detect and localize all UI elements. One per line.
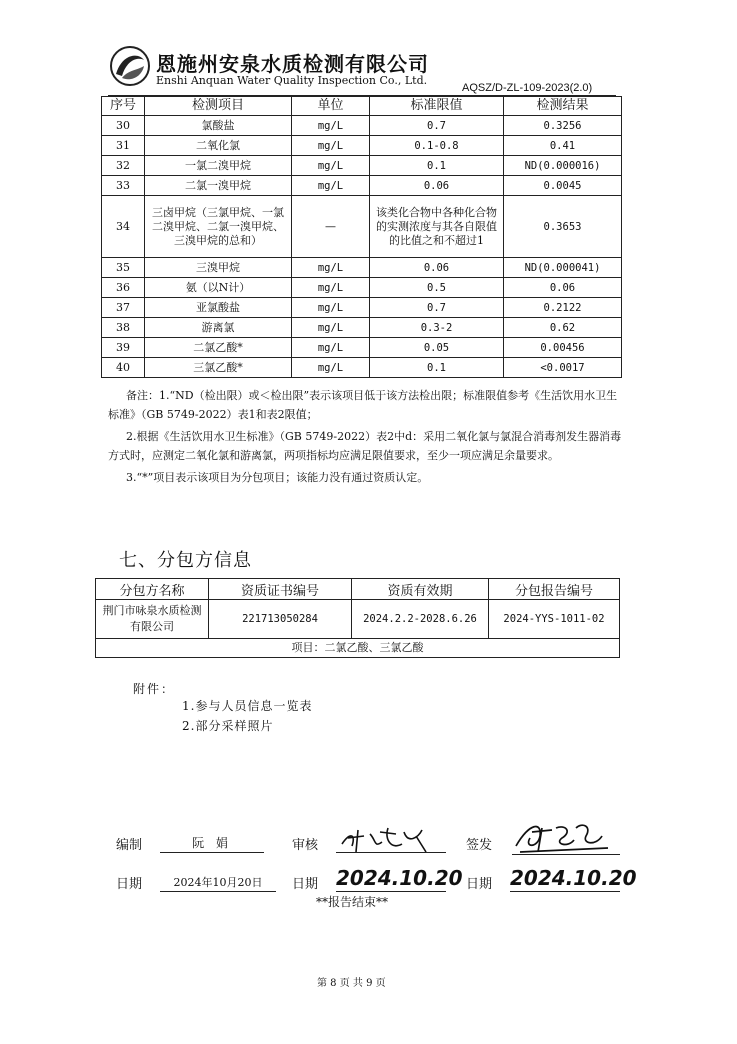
cell-no: 38 [102, 318, 145, 338]
cell-item: 亚氯酸盐 [145, 298, 292, 318]
cell-no: 35 [102, 258, 145, 278]
cell-result: 0.3256 [504, 116, 622, 136]
compile-date: 2024年10月20日 [173, 876, 263, 889]
subcontract-section-title: 七、分包方信息 [119, 550, 252, 571]
cell-item: 氨（以N计） [145, 278, 292, 298]
subcontract-header-row [96, 579, 620, 600]
cell-limit: 0.1 [370, 156, 504, 176]
table-row [102, 136, 622, 156]
sub-name: 荆门市咏泉水质检测有限公司 [96, 600, 209, 639]
attachment-item: 1.参与人员信息一览表 [182, 699, 313, 713]
cell-item: 二氯一溴甲烷 [145, 176, 292, 196]
table-row [102, 338, 622, 358]
table-row [102, 156, 622, 176]
header-item: 检测项目 [145, 97, 292, 116]
review-label: 审核 [292, 838, 319, 853]
report-end: **报告结束** [316, 895, 389, 909]
cell-unit: mg/L [292, 318, 370, 338]
cell-unit: mg/L [292, 278, 370, 298]
sub-items: 项目：二氯乙酸、三氯乙酸 [96, 639, 620, 658]
cell-no: 32 [102, 156, 145, 176]
header-validity: 资质有效期 [352, 579, 489, 600]
cell-unit: mg/L [292, 156, 370, 176]
cell-item: 一氯二溴甲烷 [145, 156, 292, 176]
header-no: 序号 [102, 97, 145, 116]
cell-limit: 该类化合物中各种化合物的实测浓度与其各自限值的比值之和不超过1 [370, 196, 504, 258]
header-limit: 标准限值 [370, 97, 504, 116]
cell-item: 三氯乙酸* [145, 358, 292, 378]
page-number: 第 8 页 共 9 页 [317, 978, 386, 989]
remark-2: 2.根据《生活饮用水卫生标准》（GB 5749-2022）表2中d：采用二氧化氯与氯混合消毒剂发生器消毒方式时，应测定二氧化氯和游离氯，两项指标均应满足限值要求，至少一项应满足余量要求。 [108, 430, 622, 462]
cell-result: ND(0.000016) [504, 156, 622, 176]
remarks [108, 386, 624, 487]
cell-result: ND(0.000041) [504, 258, 622, 278]
cell-unit: mg/L [292, 136, 370, 156]
sub-validity: 2024.2.2-2028.6.26 [352, 600, 489, 639]
header-cert-no: 资质证书编号 [209, 579, 352, 600]
cell-result: 0.00456 [504, 338, 622, 358]
document-code: AQSZ/D-ZL-109-2023(2.0) [462, 82, 593, 94]
cell-limit: 0.5 [370, 278, 504, 298]
cell-item: 游离氯 [145, 318, 292, 338]
attachments-title: 附件： [133, 682, 176, 696]
issue-name-line [512, 854, 620, 855]
cell-unit: mg/L [292, 298, 370, 318]
cell-result: <0.0017 [504, 358, 622, 378]
table-row [96, 639, 620, 658]
cell-item: 三溴甲烷 [145, 258, 292, 278]
compile-label: 编制 [116, 838, 143, 853]
cell-limit: 0.06 [370, 258, 504, 278]
review-date-label: 日期 [292, 877, 319, 892]
compile-name: 阮 娟 [192, 836, 232, 850]
table-row [102, 298, 622, 318]
cell-no: 31 [102, 136, 145, 156]
table-row [96, 600, 620, 639]
issue-date-label: 日期 [466, 877, 493, 892]
company-logo-icon [108, 44, 152, 88]
issue-date: 2024.10.20 [510, 866, 637, 890]
cell-no: 33 [102, 176, 145, 196]
company-name-cn: 恩施州安泉水质检测有限公司 [156, 52, 429, 76]
table-row [102, 358, 622, 378]
cell-limit: 0.06 [370, 176, 504, 196]
cell-unit: mg/L [292, 258, 370, 278]
cell-result: 0.2122 [504, 298, 622, 318]
table-row [102, 196, 622, 258]
cell-limit: 0.7 [370, 298, 504, 318]
cell-result: 0.62 [504, 318, 622, 338]
cell-unit: mg/L [292, 176, 370, 196]
compile-date-label: 日期 [116, 877, 143, 892]
company-name-en: Enshi Anquan Water Quality Inspection Co., Ltd. [156, 74, 428, 87]
cell-limit: 0.7 [370, 116, 504, 136]
cell-no: 39 [102, 338, 145, 358]
table-row [102, 278, 622, 298]
cell-no: 30 [102, 116, 145, 136]
sub-cert-no: 221713050284 [209, 600, 352, 639]
subcontract-table [95, 578, 620, 658]
cell-no: 34 [102, 196, 145, 258]
compile-date-line [160, 891, 276, 892]
issue-label: 签发 [466, 838, 493, 853]
cell-result: 0.3653 [504, 196, 622, 258]
header-sub-name: 分包方名称 [96, 579, 209, 600]
issue-name [512, 834, 612, 850]
compile-name-line [160, 852, 264, 853]
cell-limit: 0.3-2 [370, 318, 504, 338]
header-sub-report-no: 分包报告编号 [489, 579, 620, 600]
review-name [336, 834, 446, 850]
results-table [101, 96, 622, 378]
remark-1: 备注：1.“ND（检出限）或＜检出限”表示该项目低于该方法检出限；标准限值参考《生活饮用水卫生标准》（GB 5749-2022）表1和表2限值； [108, 389, 618, 421]
cell-no: 36 [102, 278, 145, 298]
cell-no: 37 [102, 298, 145, 318]
table-row [102, 116, 622, 136]
cell-limit: 0.1-0.8 [370, 136, 504, 156]
issue-date-line [510, 891, 620, 892]
cell-result: 0.0045 [504, 176, 622, 196]
cell-unit: — [292, 196, 370, 258]
table-row [102, 318, 622, 338]
cell-unit: mg/L [292, 358, 370, 378]
cell-result: 0.41 [504, 136, 622, 156]
table-row [102, 176, 622, 196]
cell-item: 氯酸盐 [145, 116, 292, 136]
remark-3: 3.“*”项目表示该项目为分包项目；该能力没有通过资质认定。 [126, 471, 429, 484]
table-row [102, 258, 622, 278]
cell-item: 二氯乙酸* [145, 338, 292, 358]
review-date-line [336, 891, 446, 892]
sub-report-no: 2024-YYS-1011-02 [489, 600, 620, 639]
attachment-item: 2.部分采样照片 [182, 719, 274, 733]
cell-unit: mg/L [292, 116, 370, 136]
results-header-row [102, 97, 622, 116]
review-date: 2024.10.20 [336, 866, 463, 890]
header-unit: 单位 [292, 97, 370, 116]
header-result: 检测结果 [504, 97, 622, 116]
cell-limit: 0.1 [370, 358, 504, 378]
cell-unit: mg/L [292, 338, 370, 358]
cell-item: 三卤甲烷（三氯甲烷、一氯二溴甲烷、二氯一溴甲烷、三溴甲烷的总和） [145, 196, 292, 258]
cell-item: 二氧化氯 [145, 136, 292, 156]
cell-limit: 0.05 [370, 338, 504, 358]
cell-no: 40 [102, 358, 145, 378]
cell-result: 0.06 [504, 278, 622, 298]
review-name-line [336, 852, 446, 853]
